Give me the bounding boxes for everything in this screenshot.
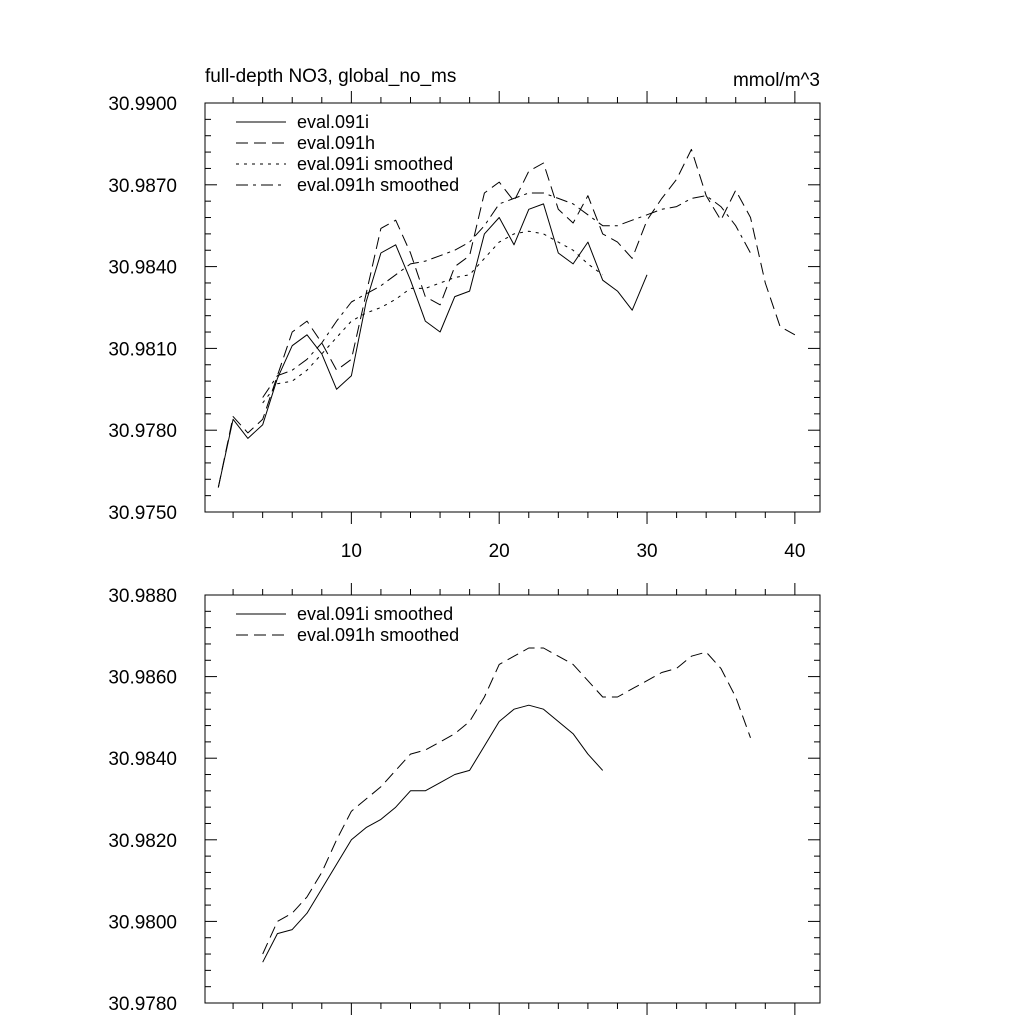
y-tick-label: 30.9810 xyxy=(108,339,177,361)
y-tick-label: 30.9870 xyxy=(108,175,177,197)
series-line-eval-091i-smoothed xyxy=(263,231,603,403)
series-line-eval-091i-smoothed xyxy=(263,705,603,962)
y-tick-label: 30.9860 xyxy=(108,667,177,689)
y-tick-label: 30.9750 xyxy=(108,503,177,524)
plot-frame xyxy=(205,595,820,1003)
y-tick-label: 30.9840 xyxy=(108,257,177,279)
x-tick-label: 20 xyxy=(488,541,510,562)
y-tick-label: 30.9780 xyxy=(108,994,177,1015)
units-label: mmol/m^3 xyxy=(732,70,820,91)
y-tick-label: 30.9780 xyxy=(108,421,177,443)
legend-label: eval.091i smoothed xyxy=(297,604,454,624)
legend-label: eval.091h xyxy=(297,133,376,153)
legend-label: eval.091h smoothed xyxy=(297,175,460,195)
chart-title: full-depth NO3, global_no_ms xyxy=(205,66,457,87)
y-tick-label: 30.9820 xyxy=(108,830,177,852)
series-line-eval-091h-smoothed xyxy=(263,193,751,398)
chart-panel-2 xyxy=(108,583,820,1015)
x-tick-label: 10 xyxy=(340,541,362,562)
x-tick-label: 30 xyxy=(636,541,658,562)
chart-panel-1 xyxy=(108,66,820,562)
y-tick-label: 30.9880 xyxy=(108,586,177,607)
y-tick-label: 30.9800 xyxy=(108,912,177,934)
series-line-eval-091i xyxy=(218,204,647,488)
legend-label: eval.091h smoothed xyxy=(297,625,460,645)
y-tick-label: 30.9900 xyxy=(108,94,177,115)
legend-label: eval.091i smoothed xyxy=(297,154,454,174)
y-tick-label: 30.9840 xyxy=(108,749,177,771)
series-line-eval-091h-smoothed xyxy=(263,648,751,954)
legend-label: eval.091i xyxy=(297,112,370,132)
series-line-eval-091h xyxy=(218,149,795,487)
x-tick-label: 40 xyxy=(784,541,806,562)
